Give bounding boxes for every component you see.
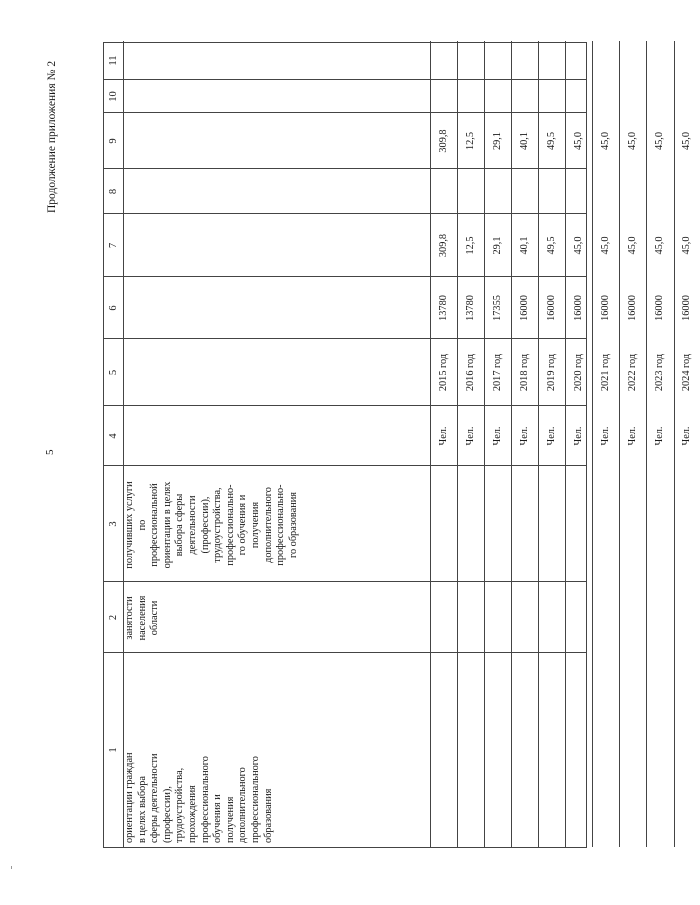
- text-line: (профессии),: [199, 496, 211, 554]
- text-line: трудоустройства,: [212, 487, 224, 563]
- header-number: 9: [108, 138, 119, 144]
- unit-cell: Чел.: [627, 426, 638, 446]
- value-cell: 45,0: [627, 236, 638, 255]
- value-cell: 45,0: [654, 131, 665, 151]
- unit-cell: Чел.: [654, 426, 665, 446]
- text-line: профессионально-: [275, 484, 287, 566]
- target-value-cell: 16000: [681, 295, 692, 321]
- value-cell: 45,0: [681, 131, 692, 151]
- year-cell: 2024 год: [681, 353, 692, 392]
- value-cell: 29,1: [492, 236, 503, 255]
- text-line: сферы деятельности: [149, 753, 161, 843]
- unit-cell: Чел.: [681, 426, 692, 446]
- target-value-cell: 16000: [519, 295, 530, 321]
- value-cell: 40,1: [519, 236, 530, 255]
- text-line: выбора сферы: [174, 493, 186, 557]
- text-line: в целях выбора: [136, 775, 148, 843]
- text-line: получивших услуги: [124, 481, 135, 569]
- year-cell: 2017 год: [492, 353, 503, 392]
- target-value-cell: 13780: [465, 295, 476, 321]
- text-line: области: [149, 600, 161, 636]
- unit-cell: Чел.: [573, 426, 584, 446]
- value-cell: 45,0: [600, 131, 611, 151]
- text-line: получения: [249, 501, 261, 549]
- responsible-cell: [124, 582, 162, 654]
- text-line: прохождения: [186, 785, 198, 843]
- text-line: дополнительного: [262, 487, 274, 563]
- value-cell: 309,8: [438, 129, 449, 153]
- text-line: по: [136, 519, 148, 531]
- indicator-name-cell: [124, 653, 275, 843]
- header-number: 6: [108, 305, 119, 311]
- indicator-description-cell: [124, 467, 300, 583]
- unit-cell: Чел.: [465, 426, 476, 446]
- target-value-cell: 16000: [654, 295, 665, 321]
- header-number: 1: [108, 747, 119, 753]
- text-line: обучения и: [212, 794, 224, 843]
- value-cell: 29,1: [492, 131, 503, 151]
- value-cell: 49,5: [546, 236, 557, 255]
- text-line: ориентации в целях: [161, 481, 173, 569]
- header-number: 2: [108, 614, 119, 621]
- year-cell: 2016 год: [465, 353, 476, 392]
- indicator-table: [103, 42, 692, 848]
- value-cell: 45,0: [573, 131, 584, 151]
- value-cell: 45,0: [681, 236, 692, 255]
- target-value-cell: 16000: [573, 295, 584, 321]
- text-line: занятости: [124, 596, 135, 640]
- year-cell: 2018 год: [519, 353, 530, 392]
- target-value-cell: 16000: [627, 295, 638, 321]
- header-number: 3: [108, 521, 119, 527]
- year-cell: 2021 год: [600, 353, 611, 392]
- appendix-continuation-note: Продолжение приложения № 2: [46, 60, 58, 213]
- target-value-cell: 16000: [546, 295, 557, 321]
- value-cell: 45,0: [600, 236, 611, 255]
- value-cell: 49,5: [546, 131, 557, 151]
- year-cell: 2019 год: [546, 353, 557, 392]
- target-value-cell: 16000: [600, 295, 611, 321]
- text-line: деятельности: [186, 495, 198, 555]
- unit-cell: Чел.: [492, 426, 503, 446]
- scan-speck: [11, 866, 12, 869]
- text-line: профессионального: [199, 756, 211, 843]
- page-number: 5: [44, 449, 56, 455]
- header-number: 7: [108, 242, 119, 249]
- header-number: 8: [108, 188, 119, 195]
- unit-cell: Чел.: [546, 426, 557, 446]
- header-number: 10: [108, 91, 119, 102]
- column-divider: [104, 79, 586, 80]
- text-line: профессионально-: [224, 484, 236, 566]
- value-cell: 12,5: [465, 236, 476, 255]
- text-line: населения: [136, 595, 148, 641]
- text-line: профессионального: [249, 756, 261, 843]
- text-line: дополнительного: [237, 767, 249, 843]
- header-number: 4: [108, 433, 119, 439]
- text-line: (профессии),: [161, 786, 173, 843]
- value-cell: 12,5: [465, 131, 476, 151]
- text-line: ориентации граждан: [124, 752, 135, 843]
- header-number: 11: [108, 55, 119, 66]
- text-line: профессиональной: [149, 483, 161, 567]
- value-cell: 45,0: [573, 236, 584, 255]
- header-number: 5: [108, 369, 119, 376]
- value-cell: 45,0: [627, 131, 638, 151]
- year-cell: 2022 год: [627, 353, 638, 392]
- year-cell: 2023 год: [654, 353, 665, 392]
- target-value-cell: 13780: [438, 295, 449, 321]
- target-value-cell: 17355: [492, 295, 503, 321]
- unit-cell: Чел.: [438, 426, 449, 446]
- text-line: трудоустройства,: [174, 767, 186, 843]
- value-cell: 45,0: [654, 236, 665, 255]
- text-line: го обучения и: [237, 494, 249, 556]
- value-cell: 40,1: [519, 131, 530, 151]
- text-line: образования: [262, 788, 274, 843]
- text-line: го образования: [287, 492, 299, 559]
- value-cell: 309,8: [438, 233, 449, 258]
- year-cell: 2015 год: [438, 353, 449, 392]
- unit-cell: Чел.: [600, 426, 611, 446]
- unit-cell: Чел.: [519, 426, 530, 446]
- text-line: получения: [224, 796, 236, 843]
- year-cell: 2020 год: [573, 353, 584, 392]
